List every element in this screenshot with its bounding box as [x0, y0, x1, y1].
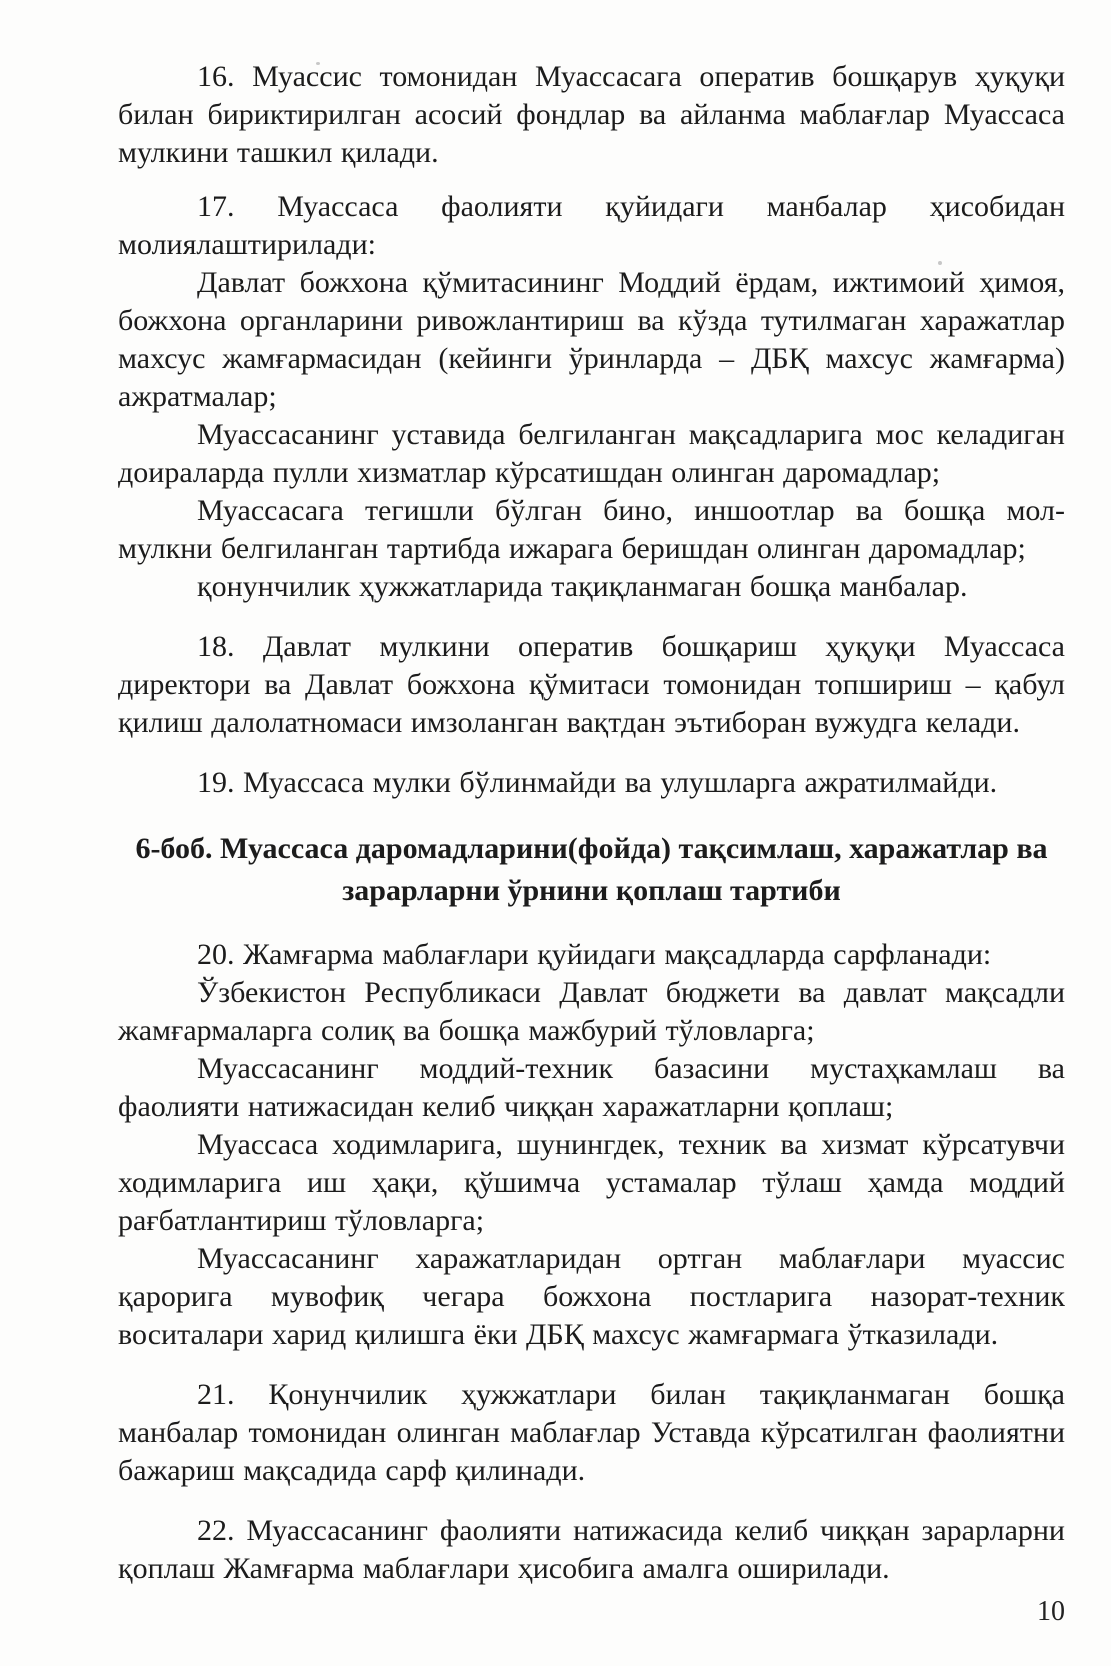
clause-spending-purpose-2: Муассасанинг моддий-техник базасини мустаҳкамлаш ва фаолияти натижасидан келиб чиққан харажатларни қоплаш; [118, 1052, 1065, 1123]
clause-spending-purpose-1: Ўзбекистон Республикаси Давлат бюджети ва давлат мақсадли жамғармаларга солиқ ва бошқа мажбурий тўловларга; [118, 976, 1065, 1047]
page-number: 10 [1037, 1596, 1065, 1627]
paragraph-17-line-1: 17. Муассаса фаолияти қуйидаги манбалар ҳисобидан [197, 190, 1065, 223]
paragraph-21: 21. Қонунчилик ҳужжатлари билан тақиқланмаган бошқа манбалар томонидан олинган маблағлар Уставда кўрсатилган фаолиятни бажариш мақсадида сарф қилинади. [118, 1378, 1065, 1487]
clause-funding-source-3: Муассасага тегишли бўлган бино, иншоотлар ва бошқа мол-мулкни белгиланган тартибда ижарага беришдан олинган даромадлар; [118, 494, 1065, 565]
paragraph-17-line-2: молиялаштирилади: [118, 228, 376, 261]
paragraph-16: 16. Муассис томонидан Муассасага оператив бошқарув ҳуқуқи билан бириктирилган асосий фондлар ва айланма маблағлар Муассаса мулкини ташкил қилади. [118, 60, 1065, 169]
clause-funding-source-1: Давлат божхона қўмитасининг Моддий ёрдам, ижтимоий ҳимоя, божхона органларини ривожлантириш ва кўзда тутилмаган харажатлар махсус жамғармасидан (кейинги ўринларда – ДБҚ махсус жамғарма) ажратмалар; [118, 266, 1065, 413]
paragraph-17 [118, 188, 1065, 264]
chapter-6-heading [118, 828, 1065, 912]
paragraph-22: 22. Муассасанинг фаолияти натижасида келиб чиққан зарарларни қоплаш Жамғарма маблағлари ҳисобига амалга оширилади. [118, 1514, 1065, 1585]
clause-spending-purpose-3: Муассаса ходимларига, шунингдек, техник ва хизмат кўрсатувчи ходимларига иш ҳақи, қўшимча устамалар тўлаш ҳамда моддий рағбатлантириш тўловларга; [118, 1128, 1065, 1237]
paragraph-18: 18. Давлат мулкини оператив бошқариш ҳуқуқи Муассаса директори ва Давлат божхона қўмитаси томонидан топшириш – қабул қилиш далолатномаси имзоланган вақтдан эътиборан вужудга келади. [118, 630, 1065, 739]
document-body [118, 58, 1065, 1588]
clause-funding-source-2: Муассасанинг уставида белгиланган мақсадларига мос келадиган доираларда пулли хизматлар кўрсатишдан олинган даромадлар; [118, 418, 1065, 489]
paragraph-20: 20. Жамғарма маблағлари қуйидаги мақсадларда сарфланади: [197, 938, 992, 971]
clause-spending-purpose-4: Муассасанинг харажатларидан ортган маблағлари муассис қарорига мувофиқ чегара божхона постларига назорат-техник воситалари харид қилишга ёки ДБҚ махсус жамғармага ўтказилади. [118, 1242, 1065, 1351]
chapter-6-heading-line-2: зарарларни ўрнини қоплаш тартиби [342, 874, 841, 907]
clause-funding-source-4: қонунчилик ҳужжатларида тақиқланмаган бошқа манбалар. [197, 570, 968, 603]
chapter-6-heading-line-1: 6-боб. Муассаса даромадларини(фойда) тақсимлаш, харажатлар ва [135, 832, 1048, 865]
paragraph-19: 19. Муассаса мулки бўлинмайди ва улушларга ажратилмайди. [197, 766, 998, 799]
